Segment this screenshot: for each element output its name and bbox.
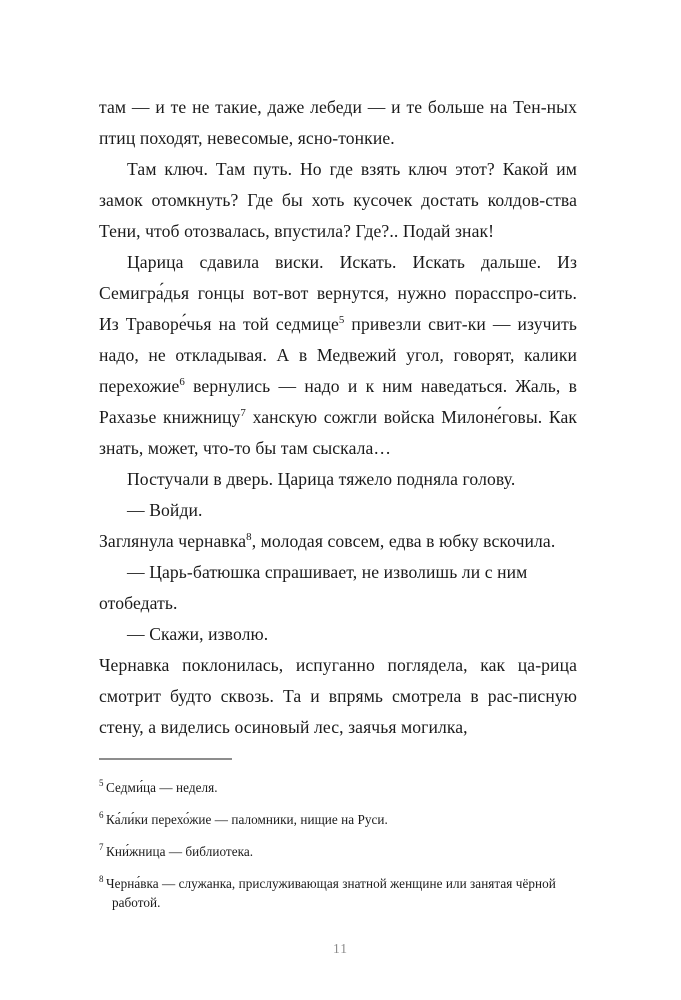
footnote-text-8: Черна́вка — служанка, прислуживающая знатной женщине или занятая чёрной работой. bbox=[106, 875, 556, 910]
dialogue-line-skazhi: — Скажи, изволю. bbox=[127, 624, 269, 644]
footnote-text-5: Седми́ца — неделя. bbox=[106, 779, 218, 795]
footnote-ref-8[interactable]: 8 bbox=[246, 531, 252, 544]
dialogue-line-tsar-batyushka: — Царь-батюшка спрашивает, не изволишь ли с ним отобедать. bbox=[99, 562, 528, 613]
paragraph-continued: там — и те не такие, даже лебеди — и те больше на Тен-ных птиц походят, невесомые, ясно-тонкие. bbox=[99, 97, 577, 148]
footnote-item-7 bbox=[99, 842, 577, 861]
paragraph-tsaritsa-segment-4: ханскую сожгли войска Милоне́говы. Как знать, может, что-то бы там сыскала… bbox=[99, 407, 578, 458]
paragraph-klyuch: Там ключ. Там путь. Но где взять ключ этот? Какой им замок отомкнуть? Где бы хоть кусочек достать колдов-ства Тени, чтоб отозвалась, впустила? Где?.. Подай знак! bbox=[99, 159, 577, 241]
paragraph-tsaritsa-segment-1: Царица сдавила виски. Искать. Искать дальше. Из Семигра́дья гонцы вот-вот вернутся, нужно порасспро-сить. Из Траворе́чья на той седмице bbox=[99, 252, 577, 334]
page-number: 11 bbox=[333, 941, 348, 956]
footnote-item-5 bbox=[99, 778, 577, 797]
footnote-number-7: 7 bbox=[99, 842, 104, 853]
body-text-block bbox=[99, 92, 577, 743]
paragraph-chernavka: Чернавка поклонилась, испуганно поглядела, как ца-рица смотрит будто сквозь. Та и впрямь смотрела в рас-писную стену, а виделись осиновый лес, заячья могилка, bbox=[99, 655, 577, 737]
paragraph-zaglyanula bbox=[99, 526, 577, 557]
footnote-number-6: 6 bbox=[99, 810, 104, 821]
paragraph-zaglyanula-segment-1: Заглянула чернавка bbox=[99, 531, 247, 551]
dialogue-line-voydi: — Войди. bbox=[127, 500, 203, 520]
paragraph-tsaritsa bbox=[99, 247, 577, 464]
footnote-ref-5[interactable]: 5 bbox=[338, 314, 345, 327]
footnote-ref-6[interactable]: 6 bbox=[179, 376, 185, 389]
paragraph-postuchali: Постучали в дверь. Царица тяжело подняла голову. bbox=[127, 469, 516, 489]
footnote-separator-rule bbox=[99, 758, 232, 760]
footnote-ref-7[interactable]: 7 bbox=[240, 407, 246, 420]
paragraph-tsaritsa-segment-3: вернулись — надо и к ним наведаться. Жаль, в Рахазье книжницу bbox=[99, 376, 577, 427]
footnote-block bbox=[99, 758, 577, 912]
footnote-text-7: Кни́жница — библиотека. bbox=[106, 843, 254, 859]
footnote-item-8 bbox=[99, 874, 577, 912]
paragraph-zaglyanula-segment-2: , молодая совсем, едва в юбку вскочила. bbox=[251, 531, 556, 551]
footnote-number-8: 8 bbox=[99, 874, 104, 885]
footnote-item-6 bbox=[99, 810, 577, 829]
footnote-number-5: 5 bbox=[99, 778, 104, 789]
footnote-text-6: Ка́ли́ки перехо́жие — паломники, нищие на Руси. bbox=[106, 811, 388, 827]
paragraph-tsaritsa-segment-2: привезли свит-ки — изучить надо, не откладывая. А в Медвежий угол, говорят, калики перехожие bbox=[99, 314, 577, 396]
